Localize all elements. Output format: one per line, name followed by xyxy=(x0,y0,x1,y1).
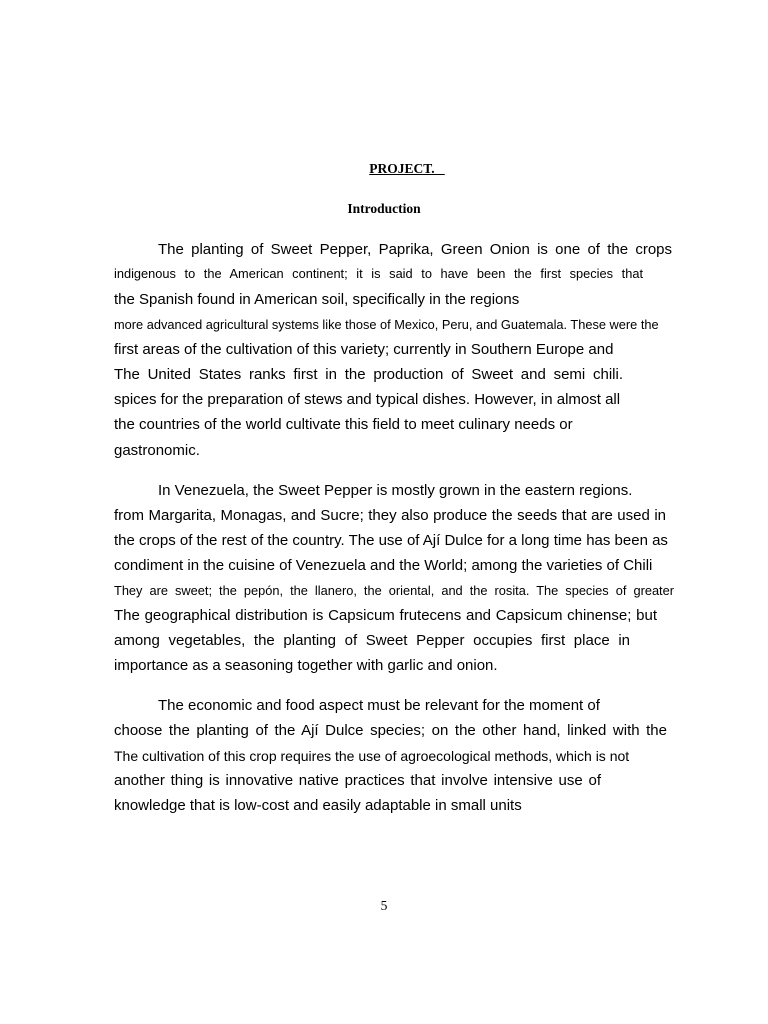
paragraph-1-line-9: gastronomic. xyxy=(114,442,200,459)
paragraph-1-line-7: spices for the preparation of stews and typical dishes. However, in almost all xyxy=(114,391,621,408)
paragraph-2-line-7: among vegetables, the planting of Sweet Pepper occupies first place in xyxy=(114,632,630,649)
paragraph-3-line-2: choose the planting of the Ají Dulce species; on the other hand, linked with the xyxy=(114,722,667,739)
section-heading: Introduction xyxy=(347,201,421,216)
paragraph-1-line-8: the countries of the world cultivate this field to meet culinary needs or xyxy=(114,416,573,433)
paragraph-1-line-1: The planting of Sweet Pepper, Paprika, Green Onion is one of the crops xyxy=(158,241,672,258)
paragraph-3-line-5: knowledge that is low-cost and easily adaptable in small units xyxy=(114,797,522,814)
paragraph-1-line-3: the Spanish found in American soil, specifically in the regions xyxy=(114,291,520,308)
paragraph-1-line-5: first areas of the cultivation of this variety; currently in Southern Europe and xyxy=(114,341,614,358)
paragraph-2-line-4: condiment in the cuisine of Venezuela and the World; among the varieties of Chili xyxy=(114,557,653,574)
paragraph-1-line-4: more advanced agricultural systems like those of Mexico, Peru, and Guatemala. These were the xyxy=(114,317,659,332)
paragraph-2-line-1: In Venezuela, the Sweet Pepper is mostly grown in the eastern regions. xyxy=(158,482,633,499)
paragraph-2-line-3: the crops of the rest of the country. The use of Ají Dulce for a long time has been as xyxy=(114,532,668,549)
paragraph-3-line-3: The cultivation of this crop requires the use of agroecological methods, which is not xyxy=(114,748,630,764)
paragraph-3-line-1: The economic and food aspect must be relevant for the moment of xyxy=(158,697,600,714)
paragraph-2-line-5: They are sweet; the pepón, the llanero, the oriental, and the rosita. The species of greater xyxy=(114,583,674,598)
paragraph-2-line-6: The geographical distribution is Capsicum frutecens and Capsicum chinense; but xyxy=(114,607,657,624)
document-title xyxy=(23,161,768,177)
paragraph-2-line-2: from Margarita, Monagas, and Sucre; they also produce the seeds that are used in xyxy=(114,507,666,524)
paragraph-3-line-4: another thing is innovative native practices that involve intensive use of xyxy=(114,772,601,789)
page-number: 5 xyxy=(380,898,388,913)
paragraph-1-line-6: The United States ranks first in the production of Sweet and semi chili. xyxy=(114,366,623,383)
paragraph-1-line-2: indigenous to the American continent; it is said to have been the first species that xyxy=(114,266,643,281)
paragraph-2-line-8: importance as a seasoning together with garlic and onion. xyxy=(114,657,498,674)
document-title-text: PROJECT. xyxy=(369,161,445,176)
